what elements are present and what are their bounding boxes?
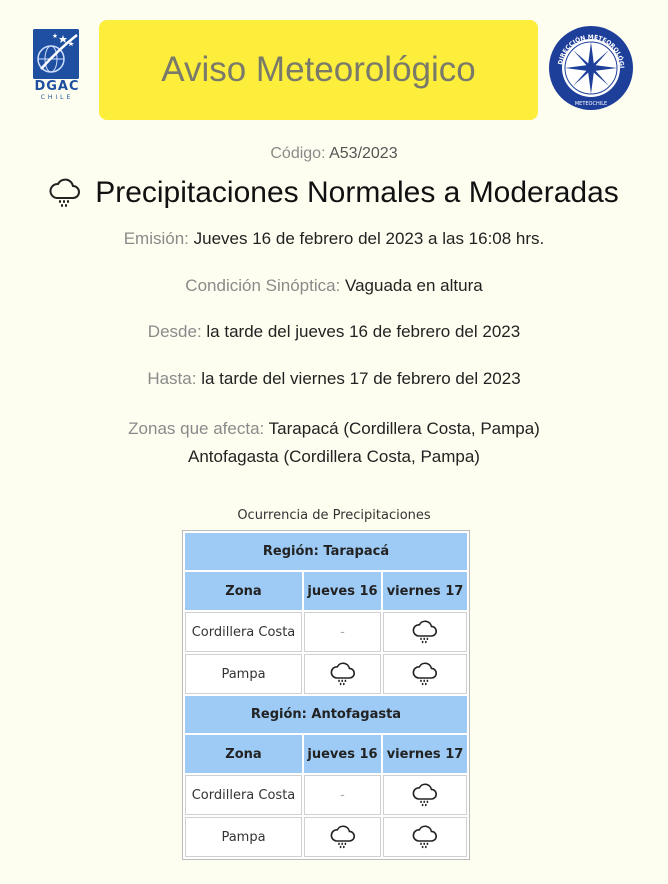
column-header-row [185, 572, 467, 610]
rain-cloud-icon [412, 662, 438, 686]
table-row [185, 775, 467, 815]
zona-cell: Pampa [185, 817, 302, 857]
zonas-line1: Tarapacá (Cordillera Costa, Pampa) [268, 419, 540, 438]
rain-cloud-icon [412, 783, 438, 807]
zonas-line2: Antofagasta (Cordillera Costa, Pampa) [188, 447, 480, 466]
zona-cell: Cordillera Costa [185, 775, 302, 815]
table-row [185, 612, 467, 652]
column-header: viernes 17 [383, 735, 467, 773]
column-header: Zona [185, 735, 302, 773]
codigo-label: Código: [270, 145, 326, 162]
header [0, 0, 668, 130]
rain-cloud-icon [330, 825, 356, 849]
viernes-cell [383, 775, 467, 815]
emision-line [0, 229, 668, 249]
hasta-label: Hasta: [147, 369, 197, 388]
jueves-cell [304, 654, 381, 694]
zona-cell: Cordillera Costa [185, 612, 302, 652]
rain-cloud-icon [412, 825, 438, 849]
region-title: Región: Tarapacá [185, 533, 467, 570]
column-header: jueves 16 [304, 572, 381, 610]
emision-label: Emisión: [123, 229, 189, 248]
condicion-label: Condición Sinóptica: [185, 276, 341, 295]
jueves-cell [304, 817, 381, 857]
region-title: Región: Antofagasta [185, 696, 467, 733]
region-row [185, 696, 467, 733]
hasta-line [0, 369, 668, 389]
precipitation-table [182, 530, 470, 860]
column-header-row [185, 735, 467, 773]
desde-label: Desde: [147, 322, 202, 341]
rain-cloud-icon [330, 662, 356, 686]
hasta-value: la tarde del viernes 17 de febrero del 2023 [201, 369, 521, 388]
table-caption: Ocurrencia de Precipitaciones [237, 508, 431, 523]
headline-text: Precipitaciones Normales a Moderadas [95, 176, 619, 209]
table-row [185, 817, 467, 857]
column-header: Zona [185, 572, 302, 610]
jueves-cell: - [304, 775, 381, 815]
headline [0, 176, 668, 210]
jueves-cell: - [304, 612, 381, 652]
zonas-block [0, 415, 668, 471]
viernes-cell [383, 817, 467, 857]
condicion-line [0, 276, 668, 296]
title-banner [99, 20, 538, 120]
region-row [185, 533, 467, 570]
dgac-sub: CHILE [40, 94, 74, 101]
rain-cloud-icon [49, 178, 81, 208]
dgac-logo [33, 29, 81, 103]
condicion-value: Vaguada en altura [345, 276, 483, 295]
rain-cloud-icon [412, 620, 438, 644]
page-title: Aviso Meteorológico [161, 50, 476, 89]
viernes-cell [383, 654, 467, 694]
dgac-word: DGAC [34, 79, 80, 94]
zonas-label: Zonas que afecta: [128, 419, 265, 438]
meteochile-seal-icon [548, 25, 634, 111]
emision-value: Jueves 16 de febrero del 2023 a las 16:08 hrs. [193, 229, 545, 248]
codigo-line [0, 145, 668, 163]
zona-cell: Pampa [185, 654, 302, 694]
dgac-logo-icon [33, 29, 79, 79]
desde-line [0, 322, 668, 342]
viernes-cell [383, 612, 467, 652]
column-header: viernes 17 [383, 572, 467, 610]
desde-value: la tarde del jueves 16 de febrero del 2023 [206, 322, 521, 341]
seal-arc-text: DIRECCIÓN METEOROLÓGI [557, 33, 626, 69]
seal-bottom-text: METEOCHILE [574, 101, 608, 107]
column-header: jueves 16 [304, 735, 381, 773]
table-row [185, 654, 467, 694]
codigo-value: A53/2023 [329, 145, 398, 162]
